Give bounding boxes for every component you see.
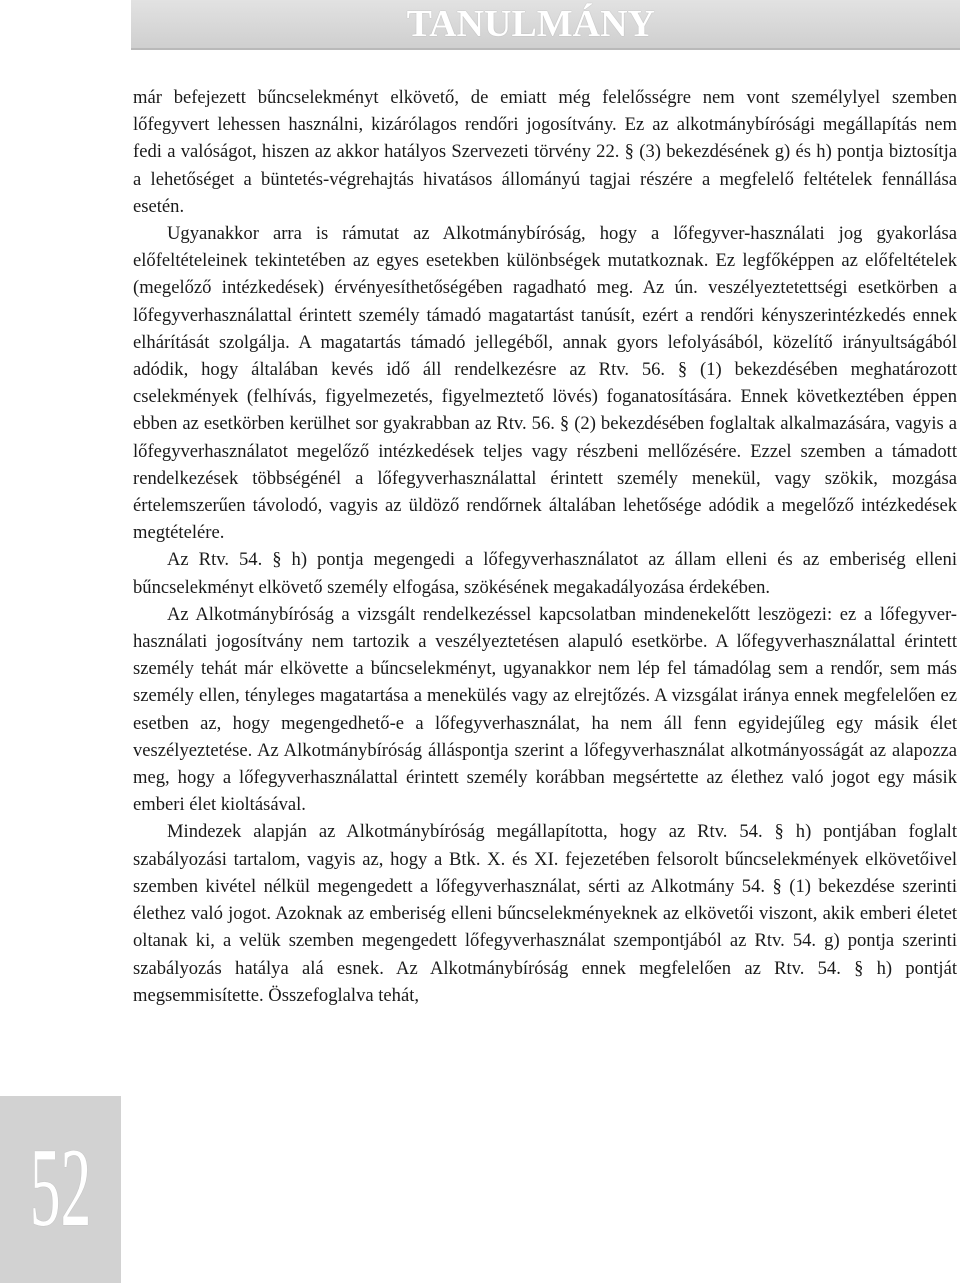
paragraph: Az Rtv. 54. § h) pontja megengedi a lőfegyverhasználatot az állam elleni és az emberiség elleni bűncselekményt elkövető személy elfogása, szökésének megakadályozása érdekében. — [133, 549, 957, 598]
paragraph: Ugyanakkor arra is rámutat az Alkotmánybíróság, hogy a lőfegyver-használati jog gyakorlása előfeltételeinek tekintetében az egyes esetekben különbségek mutatkoznak. Ez legfőképpen az előfeltételek (megelőző intézkedések) érvényesíthetőségében ragadható meg. Az ún. veszélyeztetettségi esetkörben a lőfegyverhasználattal érintett személy támadó magatartást tanúsít, ezért a rendőri kényszerintézkedés ennek elhárítását szolgálja. A magatartás támadó jellegéből, annak gyors lefolyásából, közelítő irányultságából adódik, hogy általában kevés idő áll rendelkezésre az Rtv. 56. § (1) bekezdésében meghatározott cselekmények (felhívás, figyelmezetés, figyelmeztető lövés) foganatosítására. Ennek következtében éppen ebben az esetkörben kerülhet sor gyakrabban az Rtv. 56. § (2) bekezdésében foglaltak alkalmazására, vagyis a lőfegyverhasználatot megelőző intézkedések teljes vagy részbeni mellőzésére. Ezzel szemben a támadott rendelkezések többségénél a lőfegyverhasználattal érintett személy menekül, vagy szökik, mozgása értelemszerűen távolodó, vagyis az üldöző rendőrnek általában lehetősége adódik a megelőző intézkedések megtételére. — [133, 223, 957, 544]
page-number-tab — [0, 1096, 121, 1283]
header-band — [131, 0, 960, 50]
paragraph: már befejezett bűncselekményt elkövető, de emiatt még felelősségre nem vont személylyel szemben lőfegyvert lehessen használni, kizárólagos rendőri jogosítvány. Ez az alkotmánybírósági megállapítás nem fedi a valóságot, hiszen az akkor hatályos Szervezeti törvény 22. § (3) bekezdésének g) és h) pontja biztosítja a lehetőséget a büntetés-végrehajtás hivatásos állományú tagjai részére a megfelelő feltételek fennállása esetén. — [133, 87, 957, 217]
section-title: TANULMÁNY — [406, 3, 655, 45]
paragraph: Mindezek alapján az Alkotmánybíróság megállapította, hogy az Rtv. 54. § h) pontjában foglalt szabályozási tartalom, vagyis az, hogy a Btk. X. és XI. fejezetében felsorolt bűncselekmények elkövetőivel szemben kivétel nélkül megengedett a lőfegyverhasználat, sérti az Alkotmány 54. § (1) bekezdése szerinti élethez való jogot. Azoknak az emberiség elleni bűncselekményeknek az elkövetői viszont, akik emberi életet oltanak ki, a velük szemben megengedett lőfegyverhasználat szempontjából az Rtv. 54. g) pontja szerinti szabályozás hatálya alá esnek. Az Alkotmánybíróság ennek megfelelően az Rtv. 54. § h) pontját megsemmisítette. Összefoglalva tehát, — [133, 821, 957, 1006]
page-number: 52 — [29, 1126, 92, 1250]
article-body — [133, 84, 957, 1009]
paragraph: Az Alkotmánybíróság a vizsgált rendelkezéssel kapcsolatban mindenekelőtt leszögezi: ez a lőfegyver-használati jogosítvány nem tartozik a veszélyeztetésen alapuló esetkörbe. A lőfegyverhasználattal érintett személy tehát már elkövette a bűncselekményt, ugyanakkor nem lép fel támadólag sem a rendőr, sem más személy ellen, tényleges magatartása a menekülés vagy az elrejtőzés. A vizsgálat iránya ennek megfelelően ez esetben az, hogy megengedhető-e a lőfegyverhasználat, ha nem áll fenn egyidejűleg egy másik élet veszélyeztetése. Az Alkotmánybíróság álláspontja szerint a lőfegyverhasználat alkotmányosságát az alapozza meg, hogy a lőfegyverhasználattal érintett személy korábban megsértette az élethez való jogot egy másik emberi élet kioltásával. — [133, 603, 957, 816]
